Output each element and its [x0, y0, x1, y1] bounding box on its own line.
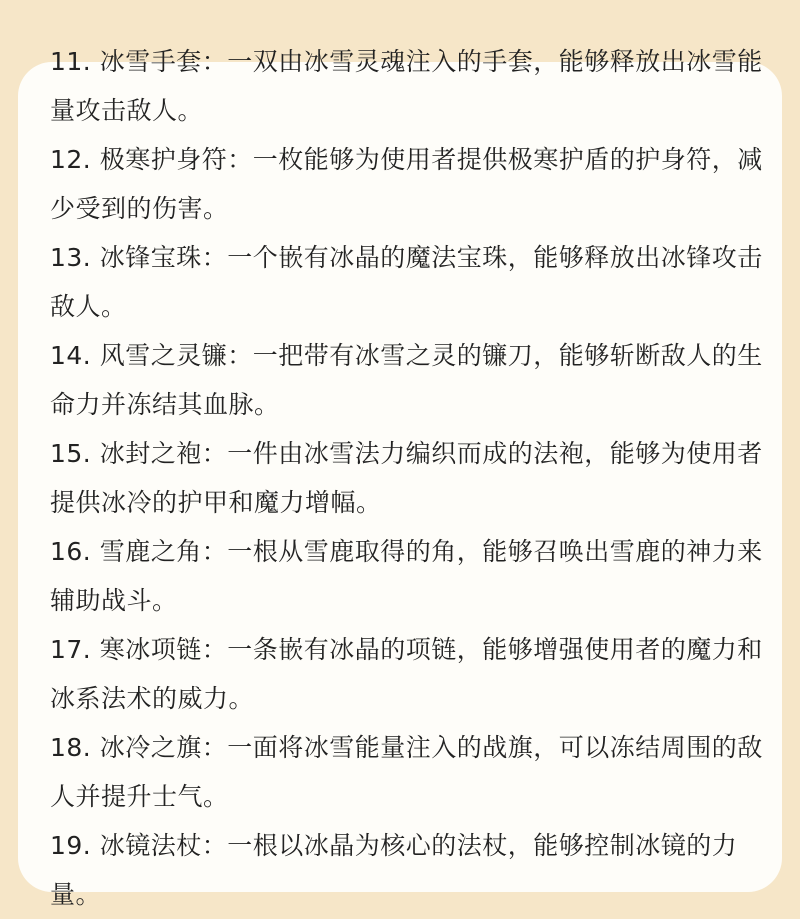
list-item: 14. 风雪之灵镰：一把带有冰雪之灵的镰刀，能够斩断敌人的生命力并冻结其血脉。: [50, 341, 763, 419]
list-item: 17. 寒冰项链：一条嵌有冰晶的项链，能够增强使用者的魔力和冰系法术的威力。: [50, 635, 763, 713]
list-item: 16. 雪鹿之角：一根从雪鹿取得的角，能够召唤出雪鹿的神力来辅助战斗。: [50, 537, 763, 615]
list-item: 19. 冰镜法杖：一根以冰晶为核心的法杖，能够控制冰镜的力量。: [50, 831, 738, 909]
list-item: 12. 极寒护身符：一枚能够为使用者提供极寒护盾的护身符，减少受到的伤害。: [50, 145, 763, 223]
list-item: 13. 冰锋宝珠：一个嵌有冰晶的魔法宝珠，能够释放出冰锋攻击敌人。: [50, 243, 763, 321]
list-item: 11. 冰雪手套：一双由冰雪灵魂注入的手套，能够释放出冰雪能量攻击敌人。: [50, 47, 763, 125]
list-item: 18. 冰冷之旗：一面将冰雪能量注入的战旗，可以冻结周围的敌人并提升士气。: [50, 733, 763, 811]
list-item: 15. 冰封之袍：一件由冰雪法力编织而成的法袍，能够为使用者提供冰冷的护甲和魔力增幅。: [50, 439, 763, 517]
item-list: [50, 37, 780, 919]
